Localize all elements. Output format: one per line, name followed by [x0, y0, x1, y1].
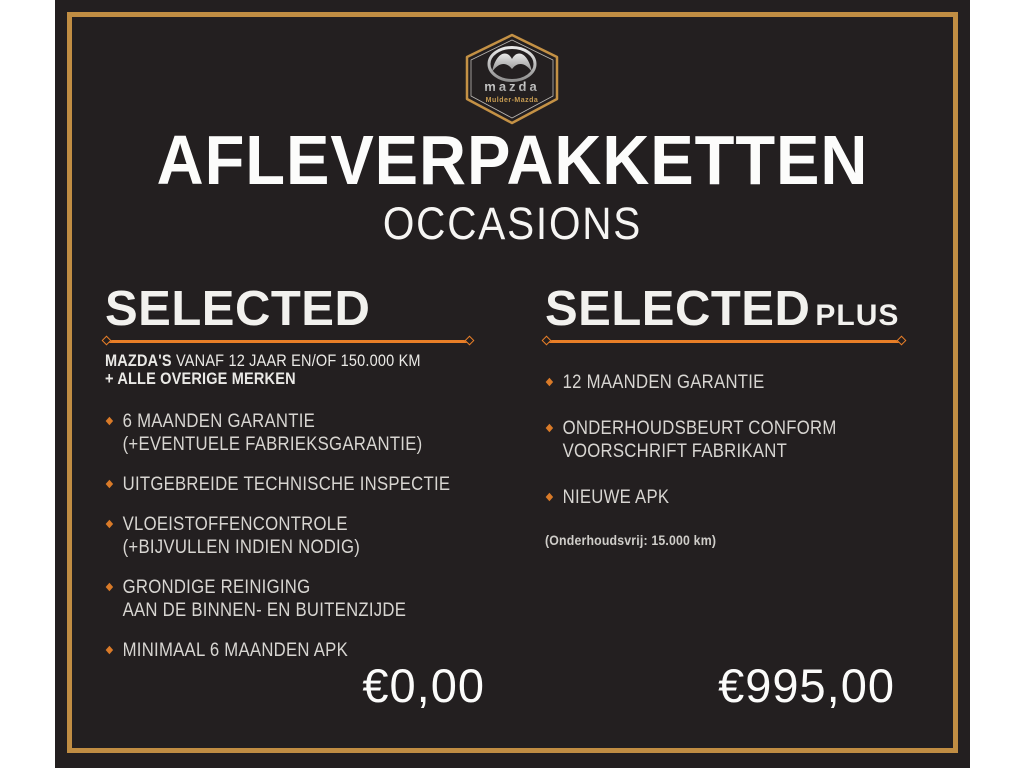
list-item	[105, 473, 451, 496]
feature-list	[105, 410, 451, 662]
dealer-name: Mulder-Mazda	[485, 97, 539, 104]
package-column-selected	[105, 284, 471, 679]
mazda-wordmark: mazda	[484, 79, 540, 94]
package-column-selected-plus	[545, 284, 903, 548]
diamond-bullet-icon	[106, 646, 113, 654]
diamond-bullet-icon	[546, 493, 553, 501]
list-item	[105, 513, 427, 559]
diamond-end-icon	[542, 335, 552, 345]
item-line: ONDERHOUDSBEURT CONFORM	[562, 418, 837, 439]
diamond-bullet-icon	[106, 583, 113, 591]
item-line: GRONDIGE REINIGING	[122, 577, 311, 598]
package-subheading-line2: + ALLE OVERIGE MERKEN	[105, 370, 296, 388]
mazda-emblem-icon	[489, 48, 535, 81]
package-heading: SELECTED	[545, 282, 811, 336]
poster	[55, 0, 970, 768]
item-line: AAN DE BINNEN- EN BUITENZIJDE	[122, 600, 407, 621]
item-line: VOORSCHRIFT FABRIKANT	[562, 441, 788, 462]
diamond-bullet-icon	[106, 417, 113, 425]
list-item	[105, 576, 427, 622]
package-subheading	[105, 353, 427, 370]
item-line: NIEUWE APK	[562, 487, 670, 508]
package-heading-row	[105, 284, 471, 334]
diamond-end-icon	[102, 335, 112, 345]
list-item	[105, 410, 427, 456]
item-line: VLOEISTOFFENCONTROLE	[122, 514, 348, 535]
item-line: (+EVENTUELE FABRIEKSGARANTIE)	[122, 434, 423, 455]
price-selected: €0,00	[362, 659, 485, 712]
page-subtitle: OCCASIONS	[382, 198, 643, 249]
item-line: (+BIJVULLEN INDIEN NODIG)	[122, 537, 361, 558]
list-item	[545, 486, 860, 509]
package-heading: SELECTED	[105, 282, 371, 336]
subhead-bold: MAZDA'S	[105, 352, 172, 370]
page-title: AFLEVERPAKKETTEN	[156, 121, 869, 199]
subhead-rest: VANAF 12 JAAR EN/OF 150.000 KM	[176, 352, 421, 370]
diamond-bullet-icon	[106, 480, 113, 488]
package-heading-suffix: PLUS	[815, 299, 900, 332]
hexagon-badge-icon	[464, 33, 560, 125]
diamond-end-icon	[897, 335, 907, 345]
diamond-bullet-icon	[546, 424, 553, 432]
list-item	[545, 417, 860, 463]
mazda-dealer-logo	[464, 33, 560, 125]
item-line: 6 MAANDEN GARANTIE	[122, 411, 316, 432]
maintenance-note: (Onderhoudsvrij: 15.000 km)	[545, 532, 717, 548]
price-selected-plus: €995,00	[718, 659, 895, 712]
diamond-bullet-icon	[546, 378, 553, 386]
accent-rule	[545, 340, 903, 343]
feature-list	[545, 371, 860, 509]
item-line: MINIMAAL 6 MAANDEN APK	[122, 640, 348, 661]
accent-rule	[105, 340, 471, 343]
list-item	[545, 371, 860, 394]
diamond-end-icon	[465, 335, 475, 345]
item-line: UITGEBREIDE TECHNISCHE INSPECTIE	[122, 474, 451, 495]
package-heading-row	[545, 284, 903, 334]
diamond-bullet-icon	[106, 520, 113, 528]
item-line: 12 MAANDEN GARANTIE	[562, 372, 765, 393]
